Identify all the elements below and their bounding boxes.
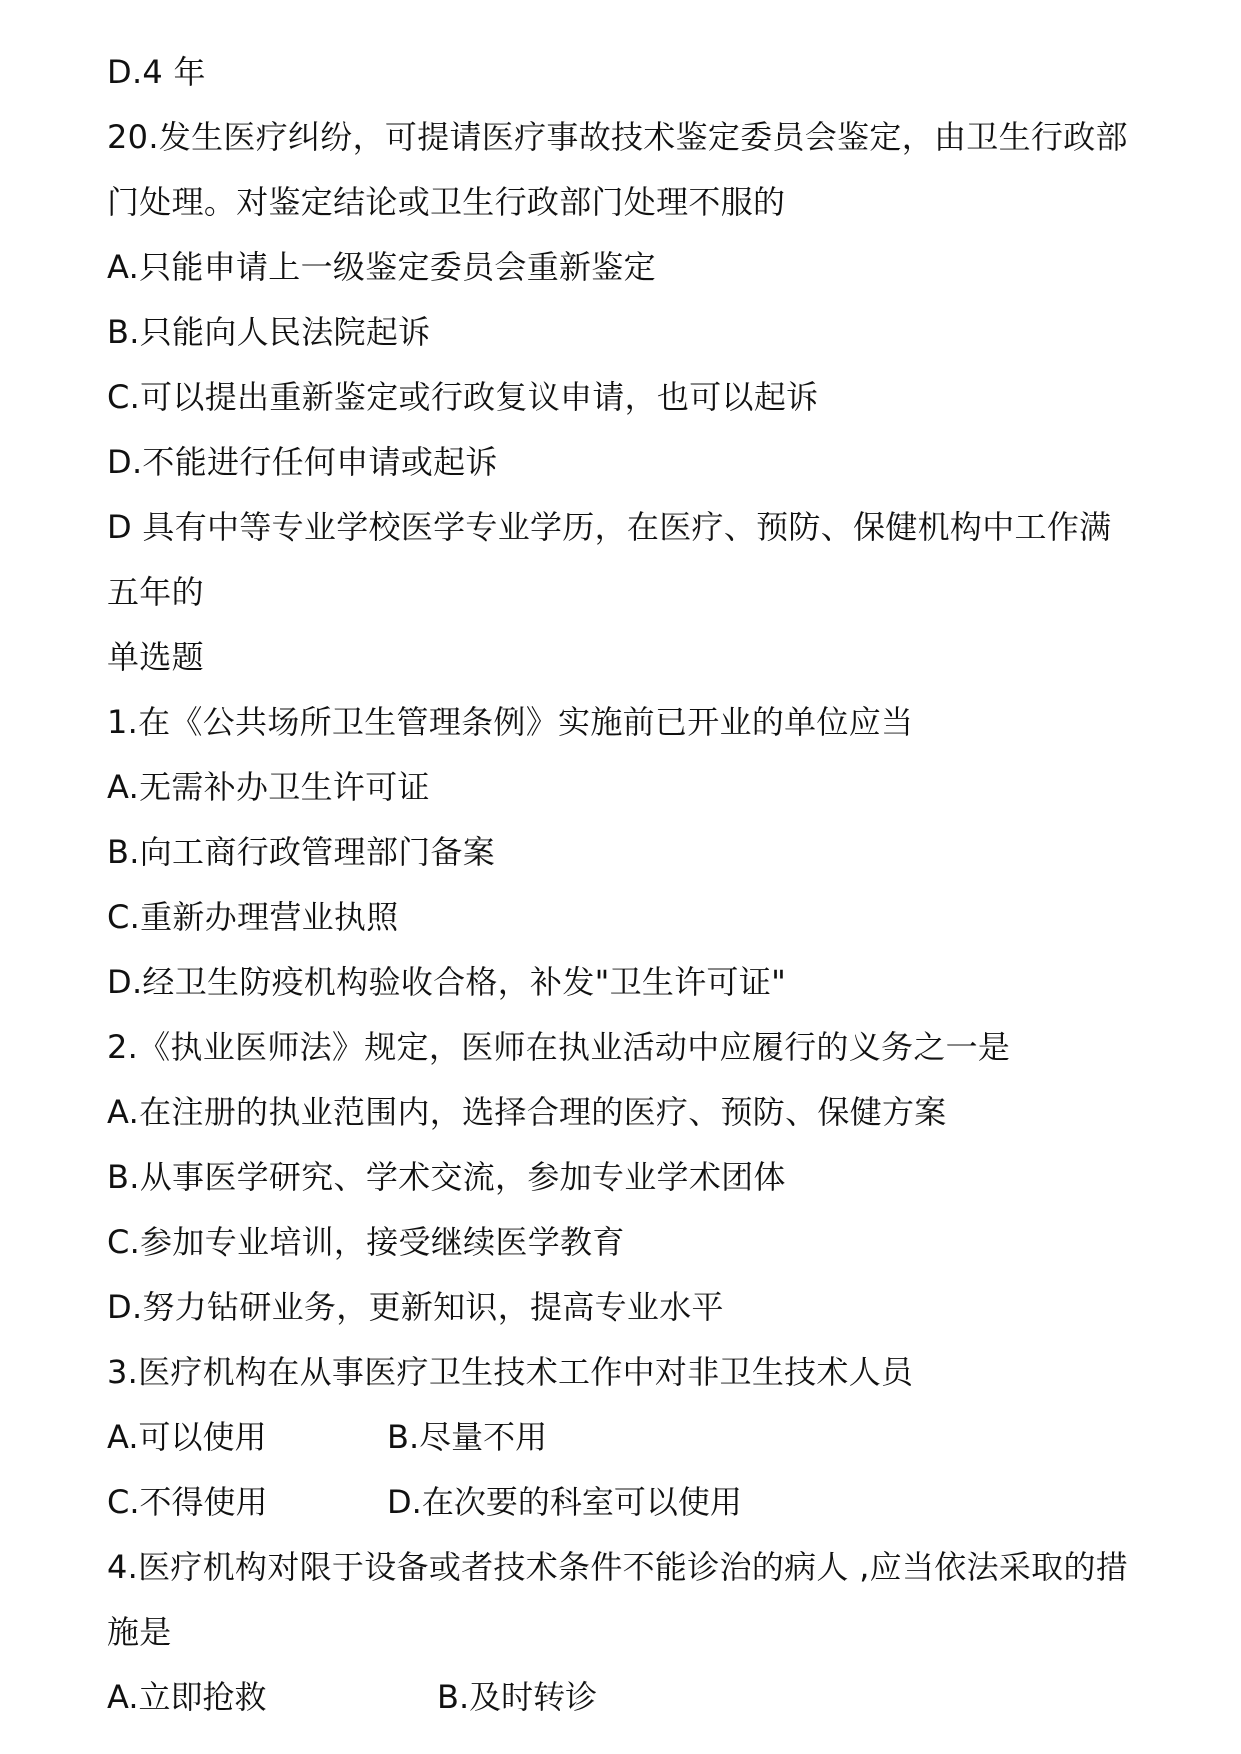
option-d: D.在次要的科室可以使用 [387, 1483, 742, 1521]
section-heading: 单选题 [107, 638, 204, 676]
option-line: A.无需补办卫生许可证 [107, 768, 430, 806]
option-b: B.及时转诊 [437, 1678, 598, 1716]
option-pair [107, 1665, 1157, 1730]
option-line: A.只能申请上一级鉴定委员会重新鉴定 [107, 248, 656, 286]
option-pair [107, 1405, 1157, 1470]
question-line: 20.发生医疗纠纷，可提请医疗事故技术鉴定委员会鉴定，由卫生行政部 [107, 118, 1128, 156]
option-line: C.可以提出重新鉴定或行政复议申请，也可以起诉 [107, 378, 819, 416]
question-line: 门处理。对鉴定结论或卫生行政部门处理不服的 [107, 183, 786, 221]
option-line: B.向工商行政管理部门备案 [107, 833, 496, 871]
option-c: C.不得使用 [107, 1483, 268, 1521]
option-line: D.努力钻研业务，更新知识，提高专业水平 [107, 1288, 724, 1326]
option-a: A.立即抢救 [107, 1678, 267, 1716]
option-line: B.只能向人民法院起诉 [107, 313, 431, 351]
option-a: A.可以使用 [107, 1418, 267, 1456]
option-line: 五年的 [107, 573, 204, 611]
option-line: C.参加专业培训，接受继续医学教育 [107, 1223, 625, 1261]
option-line: C.重新办理营业执照 [107, 898, 399, 936]
question-line: 施是 [107, 1613, 172, 1651]
document-body [107, 40, 1157, 1730]
option-pair [107, 1470, 1157, 1535]
question-line: 1.在《公共场所卫生管理条例》实施前已开业的单位应当 [107, 703, 914, 741]
option-b: B.尽量不用 [387, 1418, 548, 1456]
option-line: D 具有中等专业学校医学专业学历，在医疗、预防、保健机构中工作满 [107, 508, 1112, 546]
option-line: D.4 年 [107, 53, 206, 91]
option-line: D.经卫生防疫机构验收合格，补发"卫生许可证" [107, 963, 787, 1001]
question-line: 3.医疗机构在从事医疗卫生技术工作中对非卫生技术人员 [107, 1353, 914, 1391]
option-line: D.不能进行任何申请或起诉 [107, 443, 498, 481]
question-line: 4.医疗机构对限于设备或者技术条件不能诊治的病人 ,应当依法采取的措 [107, 1548, 1129, 1586]
option-line: A.在注册的执业范围内，选择合理的医疗、预防、保健方案 [107, 1093, 947, 1131]
option-line: B.从事医学研究、学术交流，参加专业学术团体 [107, 1158, 786, 1196]
question-line: 2.《执业医师法》规定，医师在执业活动中应履行的义务之一是 [107, 1028, 1011, 1066]
